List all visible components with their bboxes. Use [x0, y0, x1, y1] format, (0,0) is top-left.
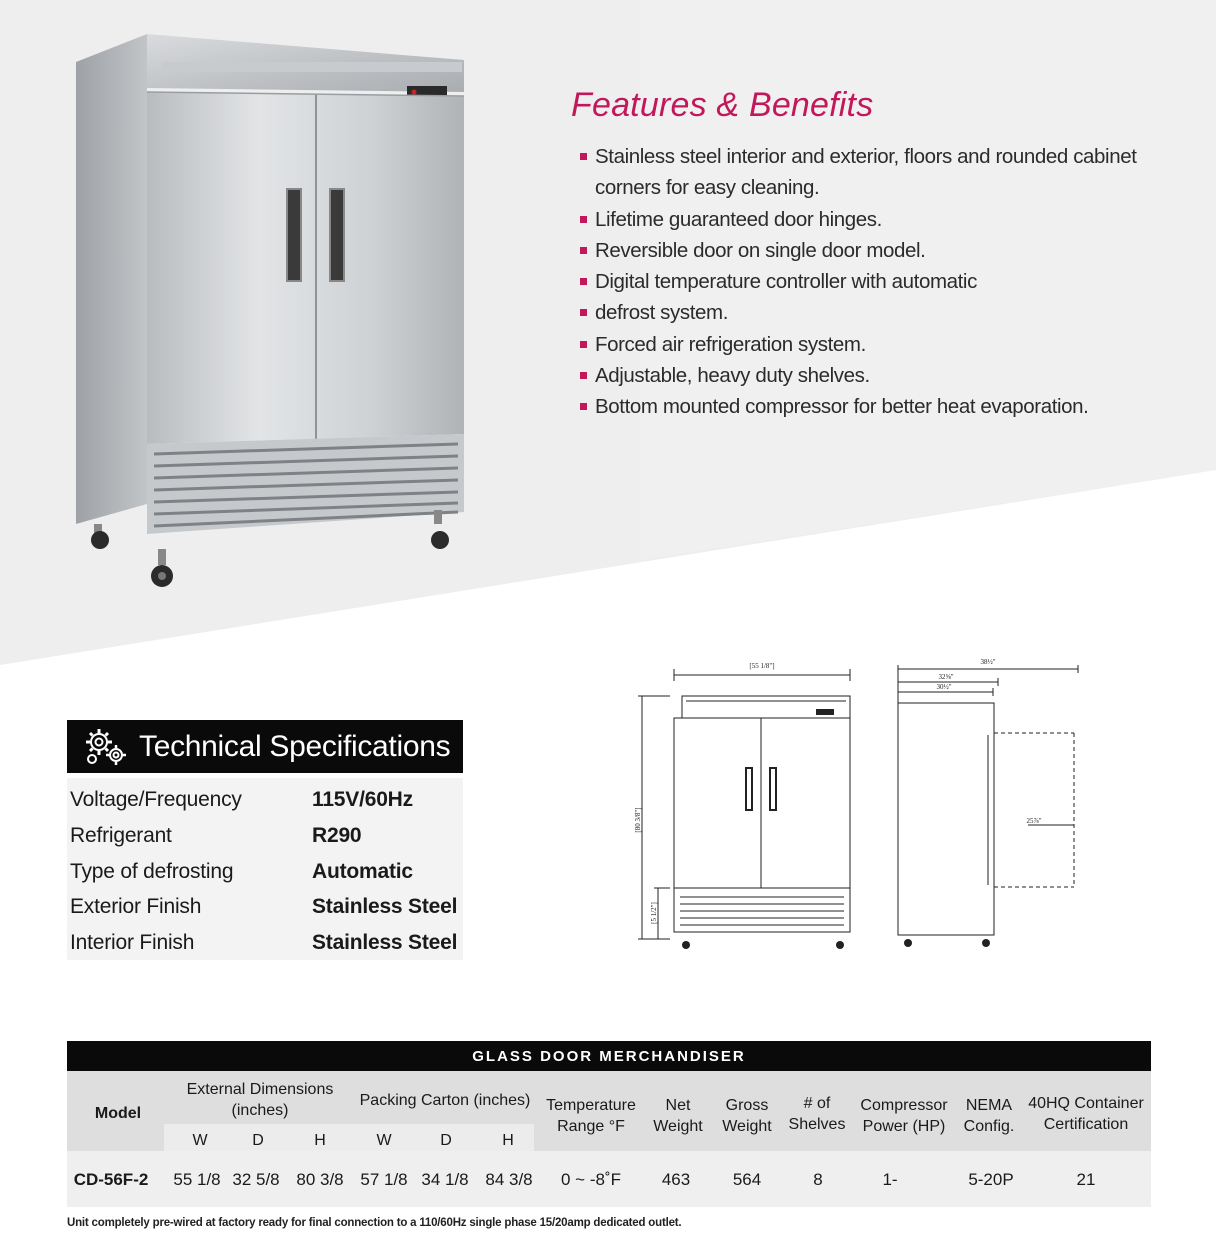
- header-net-2: Weight: [653, 1118, 703, 1135]
- header-compressor: Compressor: [860, 1097, 948, 1114]
- cell-car-h: 84 3/8: [485, 1170, 533, 1189]
- header-carton: Packing Carton (inches): [359, 1092, 531, 1109]
- width-label: [55 1/8"]: [749, 662, 775, 670]
- bullet-icon: [580, 247, 587, 254]
- base-label: [5 1/2"]: [650, 902, 658, 924]
- door-swing-label: 25⅞": [1026, 817, 1042, 825]
- header-ext-h: H: [314, 1132, 326, 1149]
- specs-table: [67, 778, 463, 960]
- header-shelves-2: Shelves: [788, 1116, 846, 1133]
- bullet-icon: [580, 153, 587, 160]
- features-title: Features & Benefits: [571, 86, 874, 124]
- header-temp-unit: Range °F: [557, 1118, 625, 1135]
- cell-ext-h: 80 3/8: [296, 1170, 344, 1189]
- dimension-subheader: [164, 1124, 534, 1151]
- bullet-icon: [580, 341, 587, 348]
- cell-ext-d: 32 5/8: [232, 1170, 280, 1189]
- depth-1-label: 32⅝": [938, 673, 954, 681]
- list-item: defrost system.: [580, 297, 1180, 328]
- footnote: Unit completely pre-wired at factory ready for final connection to a 110/60Hz single phase 15/20amp dedicated outlet.: [67, 1217, 682, 1229]
- bullet-icon: [580, 216, 587, 223]
- table-title-bar: [67, 1041, 1151, 1071]
- spec-row: [70, 925, 460, 961]
- spec-row: [70, 889, 460, 925]
- specs-title: Technical Specifications: [139, 730, 451, 763]
- gears-icon: [81, 726, 131, 768]
- cell-model: CD-56F-2: [73, 1170, 149, 1189]
- cell-ext-w: 55 1/8: [173, 1170, 221, 1189]
- list-item: Lifetime guaranteed door hinges.: [580, 204, 1180, 235]
- cell-net: 463: [661, 1170, 691, 1189]
- header-net: Net: [665, 1097, 691, 1114]
- height-label: [80 3/8"]: [634, 807, 642, 833]
- cell-cert: 21: [1076, 1170, 1096, 1189]
- list-item: Forced air refrigeration system.: [580, 329, 1180, 360]
- list-item: Reversible door on single door model.: [580, 235, 1180, 266]
- header-ext-d: D: [252, 1132, 264, 1149]
- cell-car-d: 34 1/8: [421, 1170, 469, 1189]
- bullet-icon: [580, 278, 587, 285]
- depth-2-label: 30½": [936, 683, 952, 691]
- spec-label: Type of defrosting: [70, 860, 234, 883]
- header-cert-2: Certification: [1043, 1116, 1129, 1133]
- list-item: Adjustable, heavy duty shelves.: [580, 360, 1180, 391]
- spec-label: Interior Finish: [70, 931, 195, 954]
- header-car-h: H: [502, 1132, 514, 1149]
- side-view-drawing: [888, 655, 1088, 955]
- header-ext-w: W: [192, 1132, 208, 1149]
- spec-value: Stainless Steel: [312, 895, 458, 918]
- spec-row: [70, 818, 460, 854]
- header-nema: NEMA: [965, 1097, 1013, 1114]
- bullet-icon: [580, 309, 587, 316]
- header-compressor-2: Power (HP): [862, 1118, 946, 1135]
- front-view-drawing: [630, 655, 860, 955]
- list-item: Bottom mounted compressor for better heat evaporation.: [580, 391, 1180, 422]
- cell-nema: 5-20P: [968, 1170, 1014, 1189]
- header-ext-dims-unit: (inches): [231, 1102, 289, 1119]
- header-model: Model: [94, 1105, 142, 1122]
- cell-compressor: 1-: [882, 1170, 898, 1189]
- header-gross: Gross: [725, 1097, 769, 1114]
- list-item: corners for easy cleaning.: [595, 176, 820, 200]
- header-cert: 40HQ Container: [1028, 1095, 1144, 1112]
- cell-gross: 564: [732, 1170, 762, 1189]
- header-car-w: W: [376, 1132, 392, 1149]
- spec-value: 115V/60Hz: [312, 788, 413, 811]
- spec-label: Exterior Finish: [70, 895, 202, 918]
- header-gross-2: Weight: [722, 1118, 772, 1135]
- cell-shelves: 8: [813, 1170, 823, 1189]
- spec-value: R290: [312, 824, 362, 847]
- table-title: GLASS DOOR MERCHANDISER: [472, 1048, 746, 1065]
- cell-temp: 0 ~ -8˚F: [561, 1170, 621, 1189]
- list-item: Digital temperature controller with automatic: [580, 266, 1180, 297]
- features-list: [580, 141, 1180, 423]
- spec-row: [70, 854, 460, 890]
- list-item: Stainless steel interior and exterior, floors and rounded cabinet: [580, 141, 1180, 172]
- cell-car-w: 57 1/8: [360, 1170, 408, 1189]
- spec-label: Refrigerant: [70, 824, 172, 847]
- header-ext-dims: External Dimensions: [186, 1081, 334, 1098]
- spec-value: Automatic: [312, 860, 413, 883]
- depth-total-label: 38½": [980, 658, 996, 666]
- spec-value: Stainless Steel: [312, 931, 458, 954]
- refrigerator-image: [72, 34, 467, 594]
- specs-header: [67, 720, 463, 773]
- spec-row: [70, 782, 460, 818]
- header-temp: Temperature: [546, 1097, 636, 1114]
- spec-label: Voltage/Frequency: [70, 788, 242, 811]
- bullet-icon: [580, 372, 587, 379]
- header-shelves: # of: [803, 1095, 831, 1112]
- bullet-icon: [580, 403, 587, 410]
- header-car-d: D: [440, 1132, 452, 1149]
- header-nema-2: Config.: [963, 1118, 1015, 1135]
